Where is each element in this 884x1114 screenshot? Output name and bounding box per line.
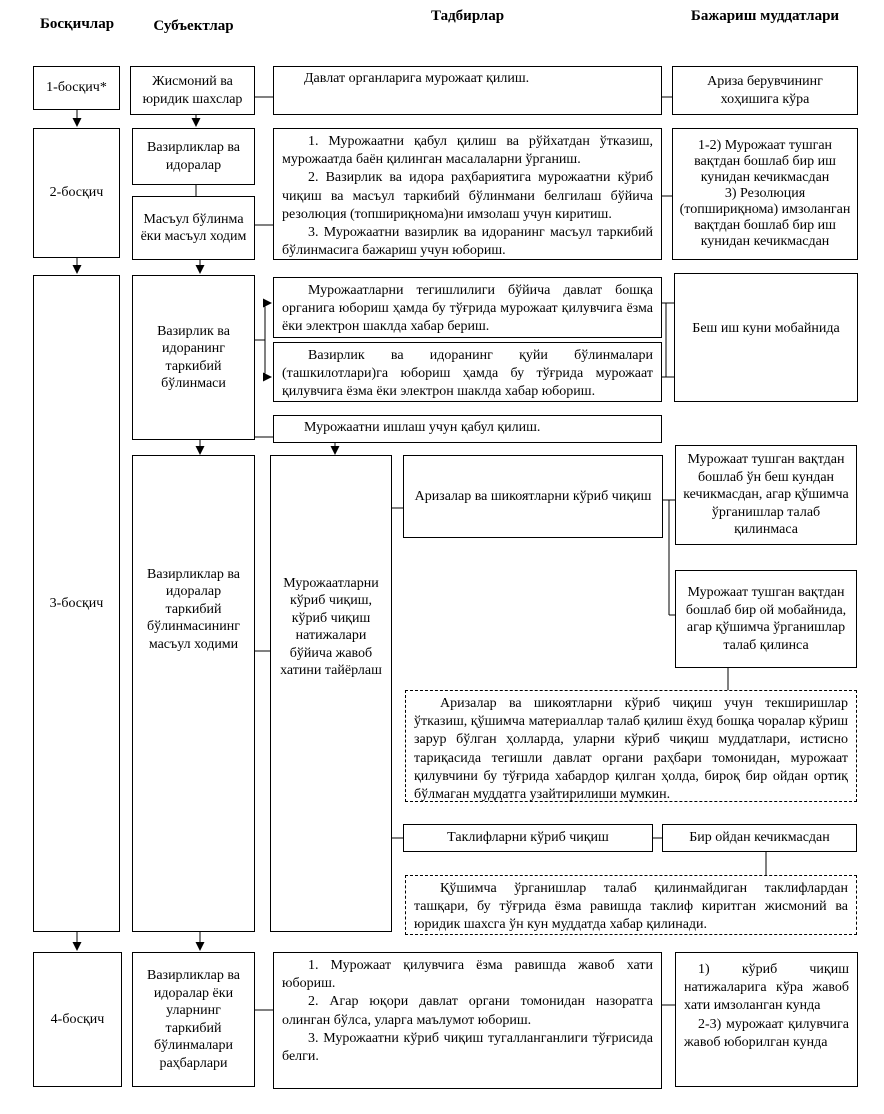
stage4-label-box xyxy=(33,952,122,1087)
stage4-subject: Вазирликлар ва идоралар ёки уларнинг таркибий бўлинмалари раҳбарлари xyxy=(146,968,240,1071)
stage2-activity-box xyxy=(273,128,662,260)
stage2-deadline-box xyxy=(672,128,858,260)
stage4-label: 4-босқич xyxy=(50,1011,105,1027)
stage3-applications-box xyxy=(403,455,663,538)
stage3-forward-text: Вазирлик ва идоранинг қуйи бўлинмалари (ташкилотлари)га юбориш ҳамда бу тўғрида мурожаат қилувчига ёзма ёки электрон шаклда хабар юбориш. xyxy=(282,348,653,400)
stage3-redirect-box xyxy=(273,277,662,338)
stage2-step-1: 1. Мурожаатни қабул қилиш ва рўйхатдан ўтказиш, мурожаатда баён қилинган масалаларни ўрганиш. xyxy=(282,134,653,168)
stage1-label: 1-босқич* xyxy=(46,80,107,96)
stage3-deadline-one-month: Мурожаат тушган вақтдан бошлаб бир ой мобайнида, агар қўшимча ўрганишлар талаб қилинса xyxy=(685,585,847,653)
stage3-accept-box xyxy=(273,415,662,443)
stage3-extension-note: Аризалар ва шикоятларни кўриб чиқиш учун текширишлар ўтказиш, қўшимча материаллар талаб қилиш ёхуд бошқа чоралар кўриш зарур бўлган ҳолларда, уларни кўриб чиқиш муддатлари, истисно тариқасида тегишли давлат органи раҳбари томонидан, мурожаат қилувчини бу тўғрида хабардор қилган ҳолда, бироқ бир ойдан ортиқ бўлмаган муддатга узайтирилиши мумкин. xyxy=(414,696,848,802)
stage3-review-text: Мурожаатларни кўриб чиқиш, кўриб чиқиш натижалари бўйича жавоб хатини тайёрлаш xyxy=(280,575,382,678)
stage3-subject-bottom: Вазирликлар ва идоралар таркибий бўлинмасининг масъул ходими xyxy=(146,566,240,652)
stage4-deadline-1: 1) кўриб чиқиш натижаларига кўра жавоб хати имзоланган кунда xyxy=(684,962,849,1014)
stage3-redirect-text: Мурожаатларни тегишлилиги бўйича давлат бошқа органига юбориш ҳамда бу тўғрида мурожаат қилувчига ёзма ёки электрон шаклда хабар бериш. xyxy=(282,283,653,335)
stage3-deadline-one-month-box xyxy=(675,570,857,668)
stage4-step-1: 1. Мурожаат қилувчига ёзма равишда жавоб хати юбориш. xyxy=(282,958,653,992)
stage3-label: 3-босқич xyxy=(49,595,104,611)
stage4-step-3: 3. Мурожаатни кўриб чиқиш тугалланганлиги тўғрисида белги. xyxy=(282,1030,653,1064)
stage3-subject-bottom-box xyxy=(132,455,255,932)
stage2-label-box xyxy=(33,128,120,258)
stage4-step-2: 2. Агар юқори давлат органи томонидан назоратга олинган бўлса, уларга маълумот юбориш. xyxy=(282,994,653,1028)
column-header-deadlines: Бажариш муддатлари xyxy=(690,8,840,24)
stage3-proposals-note: Қўшимча ўрганишлар талаб қилинмайдиган таклифлардан ташқари, бу тўғрида ёзма равишда таклиф киритган жисмоний ва юридик шахсга ўн кун муддатда хабар қилинади. xyxy=(414,881,848,933)
column-header-subjects: Субъектлар xyxy=(153,18,234,34)
stage3-subject-top: Вазирлик ва идоранинг таркибий бўлинмаси xyxy=(157,323,230,391)
stage1-deadline-box xyxy=(672,66,858,115)
stage2-subject-top-box xyxy=(132,128,255,185)
stage3-deadline-five-days: Беш иш куни мобайнида xyxy=(692,320,840,336)
stage3-forward-box xyxy=(273,342,662,402)
stage3-proposals-text: Таклифларни кўриб чиқиш xyxy=(447,830,609,846)
stage4-deadline-box xyxy=(675,952,858,1087)
stage3-deadline-five-days-box xyxy=(674,273,858,402)
stage4-subject-box xyxy=(132,952,255,1087)
stage2-step-3: 3. Мурожаатни вазирлик ва идоранинг масъул таркибий бўлинмасига бажариш учун юбориш. xyxy=(282,224,653,259)
column-header-stages: Босқичлар xyxy=(39,16,115,32)
column-header-activities: Тадбирлар xyxy=(430,8,505,24)
stage3-deadline-proposals: Бир ойдан кечикмасдан xyxy=(689,830,830,846)
stage3-deadline-fifteen-days: Мурожаат тушган вақтдан бошлаб ўн беш кундан кечикмасдан, агар қўшимча ўрганишлар талаб қилинмаса xyxy=(683,452,849,538)
stage4-activity-box xyxy=(273,952,662,1089)
stage2-label: 2-босқич xyxy=(49,185,104,201)
stage1-label-box xyxy=(33,66,120,110)
stage3-proposals-box xyxy=(403,824,653,852)
stage3-subject-top-box xyxy=(132,275,255,440)
stage3-extension-note-box xyxy=(405,690,857,802)
stage3-proposals-note-box xyxy=(405,875,857,935)
stage2-subject-bottom-box xyxy=(132,196,255,260)
stage2-deadline-1: 1-2) Мурожаат тушган вақтдан бошлаб бир иш кунидан кечикмасдан xyxy=(694,137,836,185)
stage3-review-box xyxy=(270,455,392,932)
stage2-subject-top: Вазирликлар ва идоралар xyxy=(146,140,240,173)
stage2-subject-bottom: Масъул бўлинма ёки масъул ходим xyxy=(140,211,247,244)
stage1-subject: Жисмоний ва юридик шахслар xyxy=(142,74,243,107)
stage1-activity-box xyxy=(273,66,662,115)
stage1-deadline: Ариза берувчининг хоҳишига кўра xyxy=(707,74,823,107)
stage3-accept-text: Мурожаатни ишлаш учун қабул қилиш. xyxy=(304,420,541,435)
stage3-deadline-proposals-box xyxy=(662,824,857,852)
stage2-step-2: 2. Вазирлик ва идора раҳбариятига мурожаатни кўриб чиқиш ва масъул таркибий бўлинмани белгилаш бўйича резолюция (топшириқнома)ни имзолаш учун киритиш. xyxy=(282,170,653,222)
stage1-activity: Давлат органларига мурожаат қилиш. xyxy=(304,71,530,86)
stage4-deadline-2: 2-3) мурожаат қилувчига жавоб юборилган кунда xyxy=(684,1016,849,1050)
stage1-subject-box xyxy=(130,66,255,115)
stage3-deadline-fifteen-days-box xyxy=(675,445,857,545)
stage2-deadline-2: 3) Резолюция (топшириқнома) имзоланган вақтдан бошлаб бир иш кунидан кечикмасдан xyxy=(679,185,851,250)
stage3-applications-text: Аризалар ва шикоятларни кўриб чиқиш xyxy=(414,488,652,504)
stage3-label-box xyxy=(33,275,120,932)
